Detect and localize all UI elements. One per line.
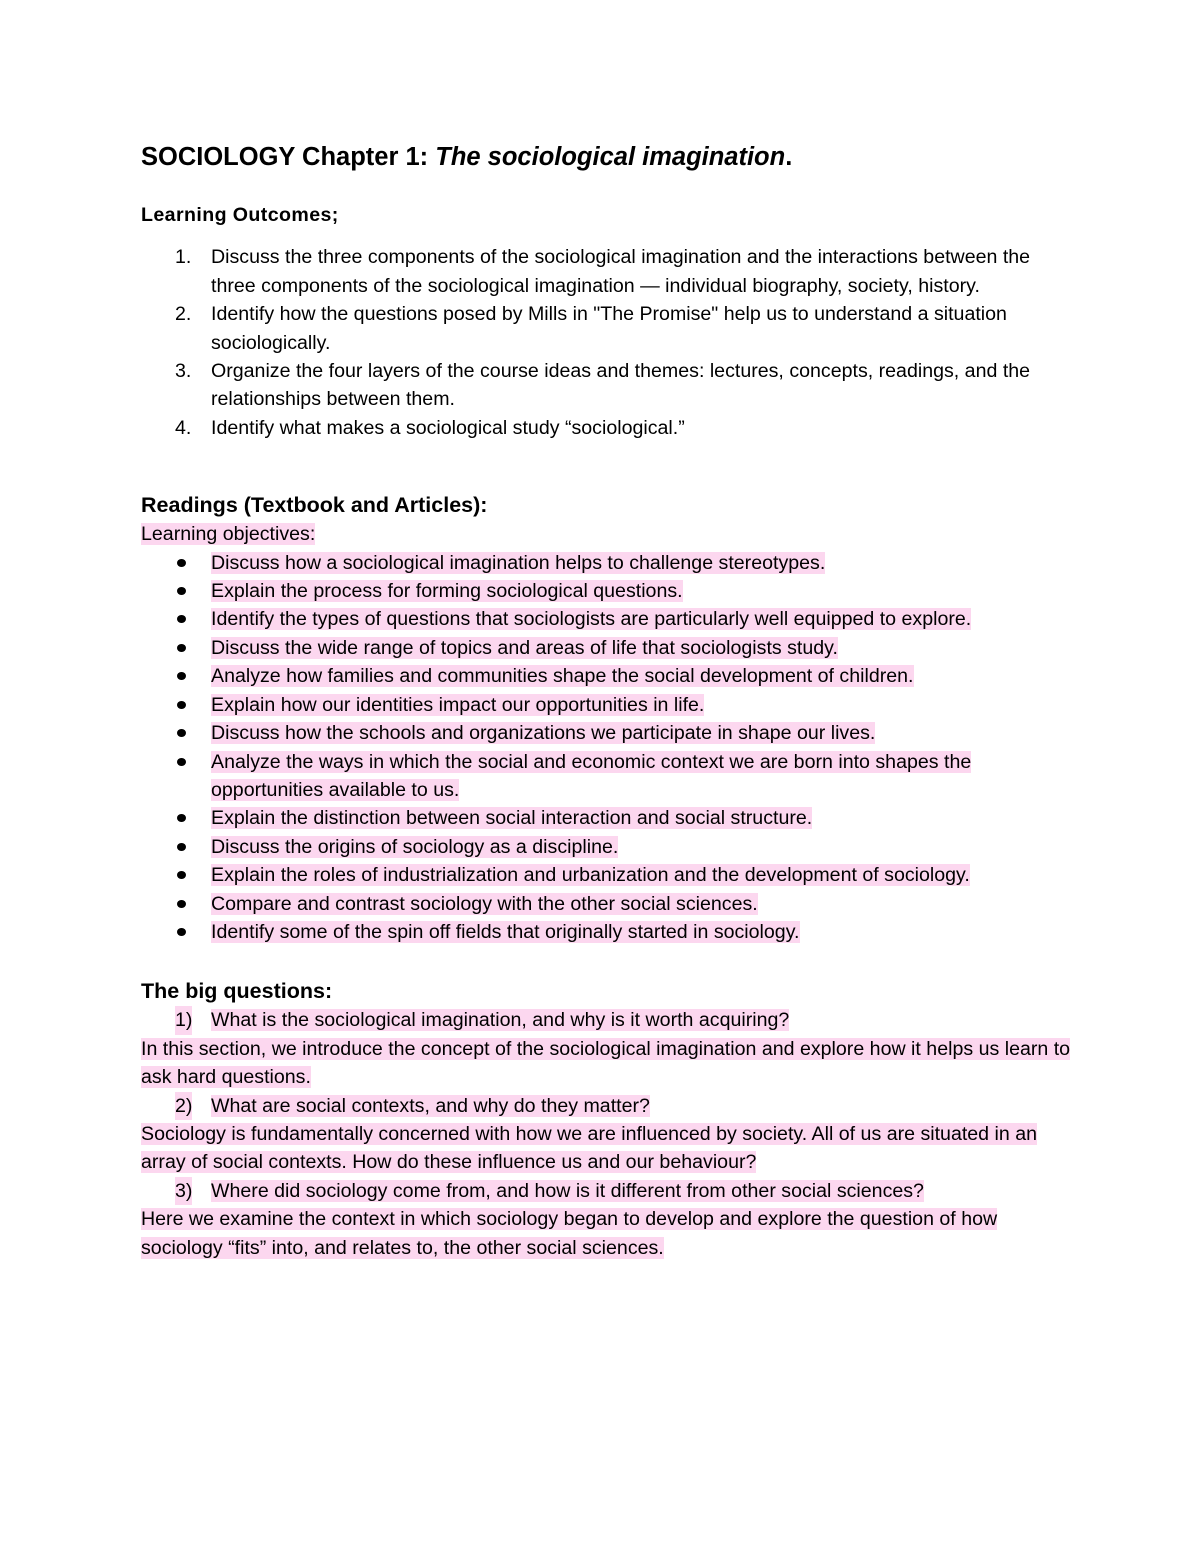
big-question-answer-text: Here we examine the context in which sociology began to develop and explore the question of how sociology “fits” into, and relates to, the other social sciences.	[141, 1208, 998, 1259]
big-question-text: What are social contexts, and why do they matter?	[211, 1094, 650, 1117]
document-title	[141, 138, 1071, 176]
big-question-item	[141, 1006, 1071, 1034]
objective-text: Explain the distinction between social interaction and social structure.	[211, 807, 813, 830]
document-page	[141, 138, 1071, 1262]
bullet-icon	[177, 587, 186, 595]
bullet-icon	[177, 644, 186, 652]
learning-outcomes-heading: Learning Outcomes;	[141, 204, 339, 226]
objective-item	[141, 549, 1071, 577]
bullet-icon	[177, 672, 186, 680]
learning-outcome-text: Discuss the three components of the sociological imagination and the interactions between the three components of the sociological imagination — individual biography, society, history.	[211, 246, 1031, 297]
list-number: 3.	[175, 360, 192, 383]
big-question-answer-text: In this section, we introduce the concept of the sociological imagination and explore how it helps us learn to ask hard questions.	[141, 1037, 1071, 1089]
list-number: 2.	[175, 303, 192, 326]
readings-heading: Readings (Textbook and Articles):	[141, 493, 488, 518]
objective-item	[141, 748, 1071, 805]
objective-item	[141, 691, 1071, 719]
learning-outcome-item	[141, 300, 1071, 357]
learning-outcome-text: Identify what makes a sociological study “sociological.”	[211, 416, 685, 439]
objective-text: Identify some of the spin off fields that originally started in sociology.	[211, 920, 800, 943]
bullet-icon	[177, 843, 186, 851]
learning-outcome-item	[141, 357, 1071, 414]
big-question-answer	[141, 1120, 1071, 1177]
bullet-icon	[177, 928, 186, 936]
list-number: 1.	[175, 246, 192, 269]
objective-text: Discuss how a sociological imagination helps to challenge stereotypes.	[211, 551, 826, 574]
objective-item	[141, 918, 1071, 946]
objective-text: Analyze how families and communities shape the social development of children.	[211, 665, 914, 688]
big-question-answer	[141, 1035, 1071, 1092]
objective-text: Discuss how the schools and organizations we participate in shape our lives.	[211, 722, 876, 745]
bullet-icon	[177, 559, 186, 567]
objective-item	[141, 662, 1071, 690]
objective-item	[141, 804, 1071, 832]
bullet-icon	[177, 729, 186, 737]
objective-text: Explain how our identities impact our opportunities in life.	[211, 693, 705, 716]
learning-objectives-subheading	[141, 520, 1071, 548]
bullet-icon	[177, 814, 186, 822]
bullet-icon	[177, 758, 186, 766]
bullet-icon	[177, 701, 186, 709]
objective-item	[141, 605, 1071, 633]
big-question-answer-text: Sociology is fundamentally concerned with how we are influenced by society. All of us are situated in an array of social contexts. How do these influence us and our behaviour?	[141, 1122, 1038, 1174]
objective-text: Discuss the origins of sociology as a discipline.	[211, 835, 619, 858]
list-number: 3)	[175, 1177, 192, 1205]
objective-item	[141, 833, 1071, 861]
objective-item	[141, 890, 1071, 918]
objective-text: Explain the roles of industrialization and urbanization and the development of sociology.	[211, 864, 970, 887]
learning-objectives-list	[141, 549, 1071, 947]
big-question-answer	[141, 1205, 1071, 1262]
big-questions-heading: The big questions:	[141, 979, 333, 1004]
learning-outcomes-list	[141, 243, 1071, 442]
objective-text: Analyze the ways in which the social and economic context we are born into shapes the opportunities available to us.	[211, 750, 972, 801]
objective-text: Identify the types of questions that sociologists are particularly well equipped to explore.	[211, 608, 972, 631]
learning-objectives-label: Learning objectives:	[141, 523, 316, 546]
objective-item	[141, 719, 1071, 747]
bullet-icon	[177, 871, 186, 879]
objective-text: Compare and contrast sociology with the other social sciences.	[211, 892, 758, 915]
objective-item	[141, 861, 1071, 889]
learning-outcome-text: Organize the four layers of the course ideas and themes: lectures, concepts, readings, and the relationships between them.	[211, 360, 1031, 411]
bullet-icon	[177, 900, 186, 908]
objective-item	[141, 634, 1071, 662]
list-number: 1)	[175, 1006, 192, 1034]
big-question-item	[141, 1092, 1071, 1120]
learning-outcome-item	[141, 243, 1071, 300]
objective-text: Discuss the wide range of topics and areas of life that sociologists study.	[211, 636, 838, 659]
big-question-text: What is the sociological imagination, and why is it worth acquiring?	[211, 1009, 790, 1032]
big-question-text: Where did sociology come from, and how is it different from other social sciences?	[211, 1179, 924, 1202]
big-question-item	[141, 1177, 1071, 1205]
title-italic: The sociological imagination	[435, 143, 786, 171]
title-prefix: SOCIOLOGY Chapter 1:	[141, 143, 436, 171]
learning-outcome-text: Identify how the questions posed by Mills in "The Promise" help us to understand a situation sociologically.	[211, 303, 1007, 354]
bullet-icon	[177, 615, 186, 623]
title-suffix: .	[785, 143, 793, 171]
objective-item	[141, 577, 1071, 605]
list-number: 4.	[175, 416, 192, 439]
list-number: 2)	[175, 1092, 192, 1120]
learning-outcome-item	[141, 414, 1071, 442]
objective-text: Explain the process for forming sociological questions.	[211, 580, 683, 603]
